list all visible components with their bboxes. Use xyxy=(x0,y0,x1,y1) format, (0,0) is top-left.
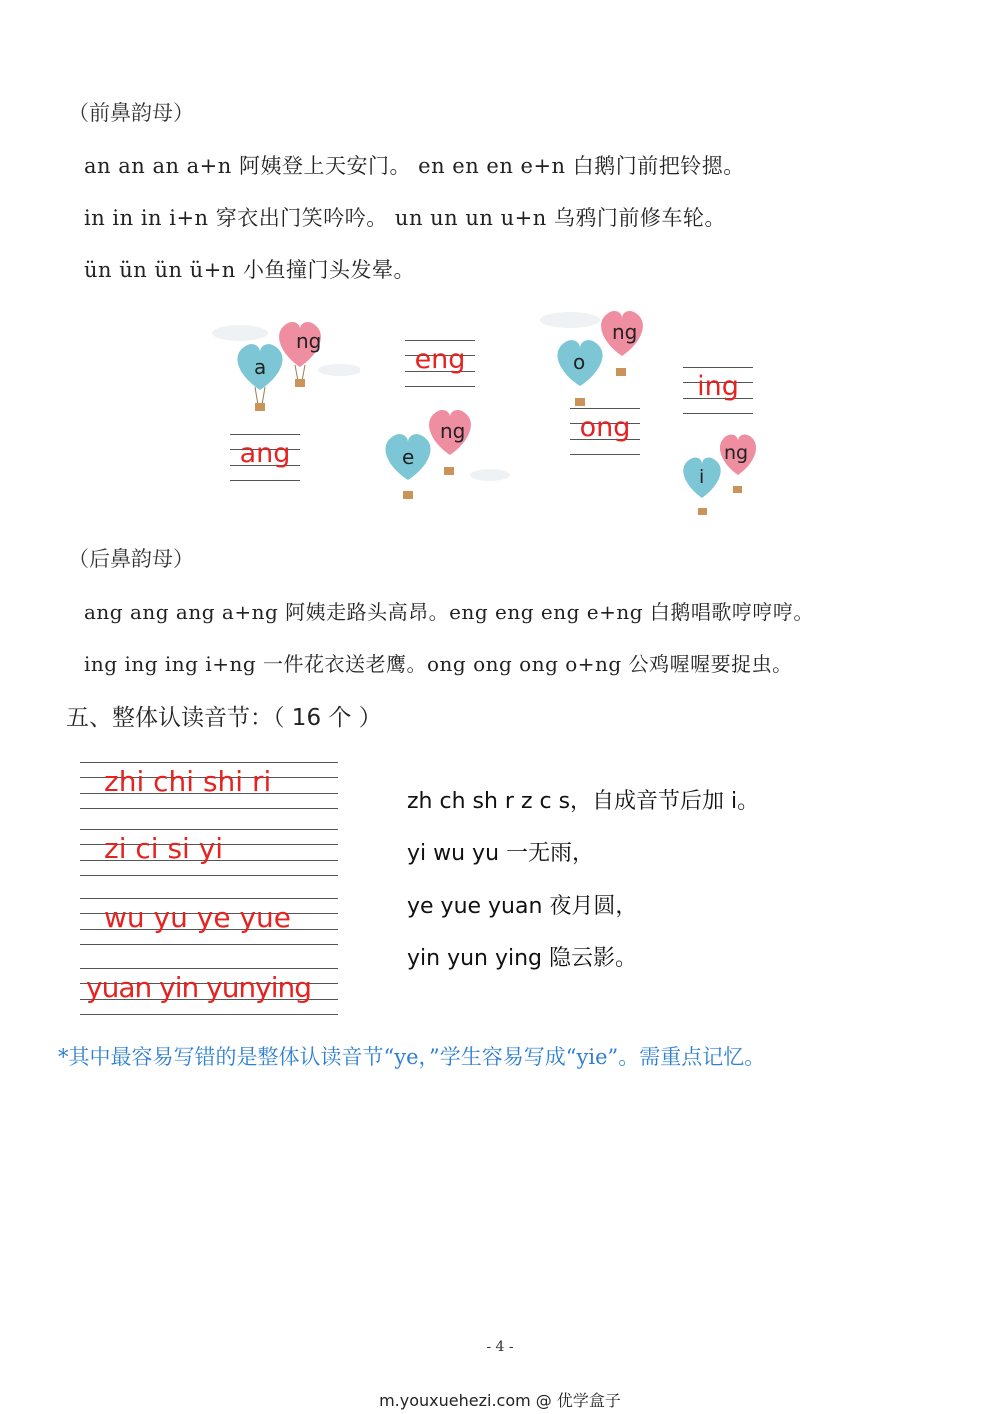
four-line-grid xyxy=(405,340,475,388)
front-nasal-line: in in in i+n 穿衣出门笑吟吟。 un un un u+n 乌鸦门前修车轮。 xyxy=(84,206,726,230)
rule-line: ye yue yuan 夜月圆， xyxy=(407,894,638,919)
balloon-o-ng xyxy=(530,308,680,413)
rule-line: zh ch sh r z c s，自成音节后加 i。 xyxy=(407,789,760,814)
grid-syllable-row: zi ci si yi xyxy=(104,832,224,865)
back-nasal-heading: （后鼻韵母） xyxy=(68,547,194,571)
balloon-label-right: ng xyxy=(724,442,749,464)
grid-syllable: ang xyxy=(239,438,291,469)
four-line-grid xyxy=(683,367,753,415)
four-line-grid xyxy=(570,408,640,456)
rule-line: yin yun ying 隐云影。 xyxy=(407,946,638,971)
four-line-grid xyxy=(80,968,338,1016)
balloon-label-left: a xyxy=(254,355,267,379)
grid-syllable-row: yuan yin yunying xyxy=(86,971,312,1004)
balloon-label-right: ng xyxy=(440,419,466,443)
front-nasal-heading: （前鼻韵母） xyxy=(68,101,194,125)
grid-syllable-row: zhi chi shi ri xyxy=(104,765,272,798)
balloon-e-ng xyxy=(360,405,510,505)
grid-syllable: ong xyxy=(579,412,631,443)
grid-syllable: ing xyxy=(697,371,739,402)
balloon-label-right: ng xyxy=(612,320,638,344)
grid-syllable: eng xyxy=(414,344,466,375)
balloon-icon xyxy=(360,405,510,505)
balloon-a-ng xyxy=(210,315,360,420)
four-line-grid xyxy=(230,434,300,482)
balloon-label-left: o xyxy=(573,350,586,374)
footer-site: m.youxuehezi.com @ 优学盒子 xyxy=(379,1391,621,1410)
four-line-grid xyxy=(80,898,338,946)
back-nasal-line: ing ing ing i+ng 一件花衣送老鹰。ong ong ong o+ng 公鸡喔喔要捉虫。 xyxy=(84,652,793,676)
balloon-i-ng xyxy=(660,430,800,520)
balloon-label-left: i xyxy=(699,466,705,488)
grid-syllable-row: wu yu ye yue xyxy=(104,901,292,934)
rule-line: yi wu yu 一无雨， xyxy=(407,841,595,866)
back-nasal-line: ang ang ang a+ng 阿姨走路头高昂。eng eng eng e+ng 白鹅唱歌哼哼哼。 xyxy=(84,600,814,624)
four-line-grid xyxy=(80,829,338,877)
balloon-icon xyxy=(210,315,360,420)
front-nasal-line: ün ün ün ü+n 小鱼撞门头发晕。 xyxy=(84,258,415,282)
front-nasal-line: an an an a+n 阿姨登上天安门。 en en en e+n 白鹅门前把铃摁。 xyxy=(84,154,745,178)
section-title: 五、整体认读音节：（ 16 个 ） xyxy=(66,705,382,731)
four-line-grid xyxy=(80,762,338,810)
page-number: - 4 - xyxy=(486,1339,514,1355)
balloon-label-left: e xyxy=(402,445,415,469)
note-text: *其中最容易写错的是整体认读音节“ye，”学生容易写成“yie”。需重点记忆。 xyxy=(58,1045,766,1069)
balloon-icon xyxy=(530,308,680,413)
balloon-label-right: ng xyxy=(296,329,322,353)
